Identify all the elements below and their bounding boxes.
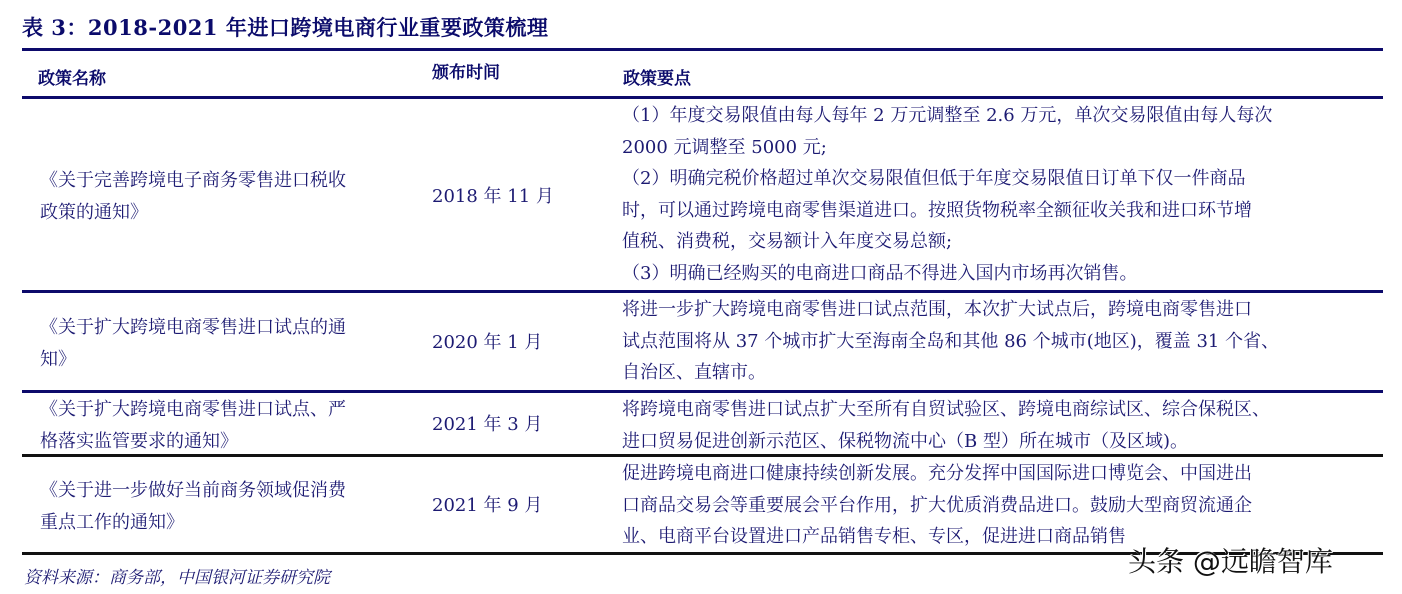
key-point-line: 2000 元调整至 5000 元; [622,136,827,158]
header-bottom-rule [22,96,1383,99]
row-divider [22,454,1383,457]
issue-date-cell: 2021 年 3 月 [432,414,543,435]
key-point-line: （2）明确完税价格超过单次交易限值但低于年度交易限值日订单下仅一件商品 [622,168,1246,189]
header-key-points: 政策要点 [623,69,691,89]
table-top-rule [22,48,1383,51]
key-point-line: 试点范围将从 37 个城市扩大至海南全岛和其他 86 个城市(地区)，覆盖 31 个省、 [622,330,1280,352]
key-point-line: 口商品交易会等重要展会平台作用，扩大优质消费品进口。鼓励大型商贸流通企 [622,494,1252,516]
policy-name-line: 《关于进一步做好当前商务领域促消费 [40,480,346,501]
key-point-line: 将进一步扩大跨境电商零售进口试点范围，本次扩大试点后，跨境电商零售进口 [622,299,1252,320]
policy-name-line: 知》 [40,348,76,370]
key-point-line: 时，可以通过跨境电商零售渠道进口。按照货物税率全额征收关我和进口环节增 [622,199,1252,221]
key-points-cell [622,458,1382,553]
key-point-line: 进口贸易促进创新示范区、保税物流中心（B 型）所在城市（及区域)。 [622,430,1188,452]
source-note: 资料来源：商务部，中国银河证券研究院 [24,568,330,588]
policy-name-cell [40,475,420,538]
policy-name-line: 格落实监管要求的通知》 [40,430,238,452]
issue-date-cell: 2020 年 1 月 [432,332,543,353]
policy-name-line: 《关于扩大跨境电商零售进口试点、严 [40,399,346,420]
policy-name-line: 政策的通知》 [40,201,148,223]
key-points-cell [622,100,1382,289]
key-points-cell [622,294,1382,389]
header-issue-date: 颁布时间 [432,63,500,83]
issue-date-cell: 2018 年 11 月 [432,186,554,207]
key-point-line: （3）明确已经购买的电商进口商品不得进入国内市场再次销售。 [622,262,1138,284]
key-point-line: 促进跨境电商进口健康持续创新发展。充分发挥中国国际进口博览会、中国进出 [622,463,1252,484]
policy-name-cell [40,165,420,228]
key-point-line: 值税、消费税，交易额计入年度交易总额; [622,231,953,252]
header-policy-name: 政策名称 [38,69,106,89]
key-point-line: 业、电商平台设置进口产品销售专柜、专区，促进进口商品销售 [622,526,1126,547]
policy-name-line: 《关于扩大跨境电商零售进口试点的通 [40,317,346,338]
key-points-cell [622,394,1382,457]
issue-date-cell: 2021 年 9 月 [432,495,543,516]
key-point-line: 将跨境电商零售进口试点扩大至所有自贸试验区、跨境电商综试区、综合保税区、 [622,399,1270,420]
watermark: 头条 @远瞻智库 [1128,545,1333,578]
key-point-line: （1）年度交易限值由每人每年 2 万元调整至 2.6 万元，单次交易限值由每人每次 [622,105,1273,126]
policy-name-cell [40,312,420,375]
key-point-line: 自治区、直辖市。 [622,362,766,383]
policy-name-cell [40,394,420,457]
policy-name-line: 重点工作的通知》 [40,511,184,533]
row-divider [22,390,1383,393]
policy-name-line: 《关于完善跨境电子商务零售进口税收 [40,170,346,191]
row-divider [22,290,1383,293]
table-title: 表 3：2018-2021 年进口跨境电商行业重要政策梳理 [22,15,549,40]
